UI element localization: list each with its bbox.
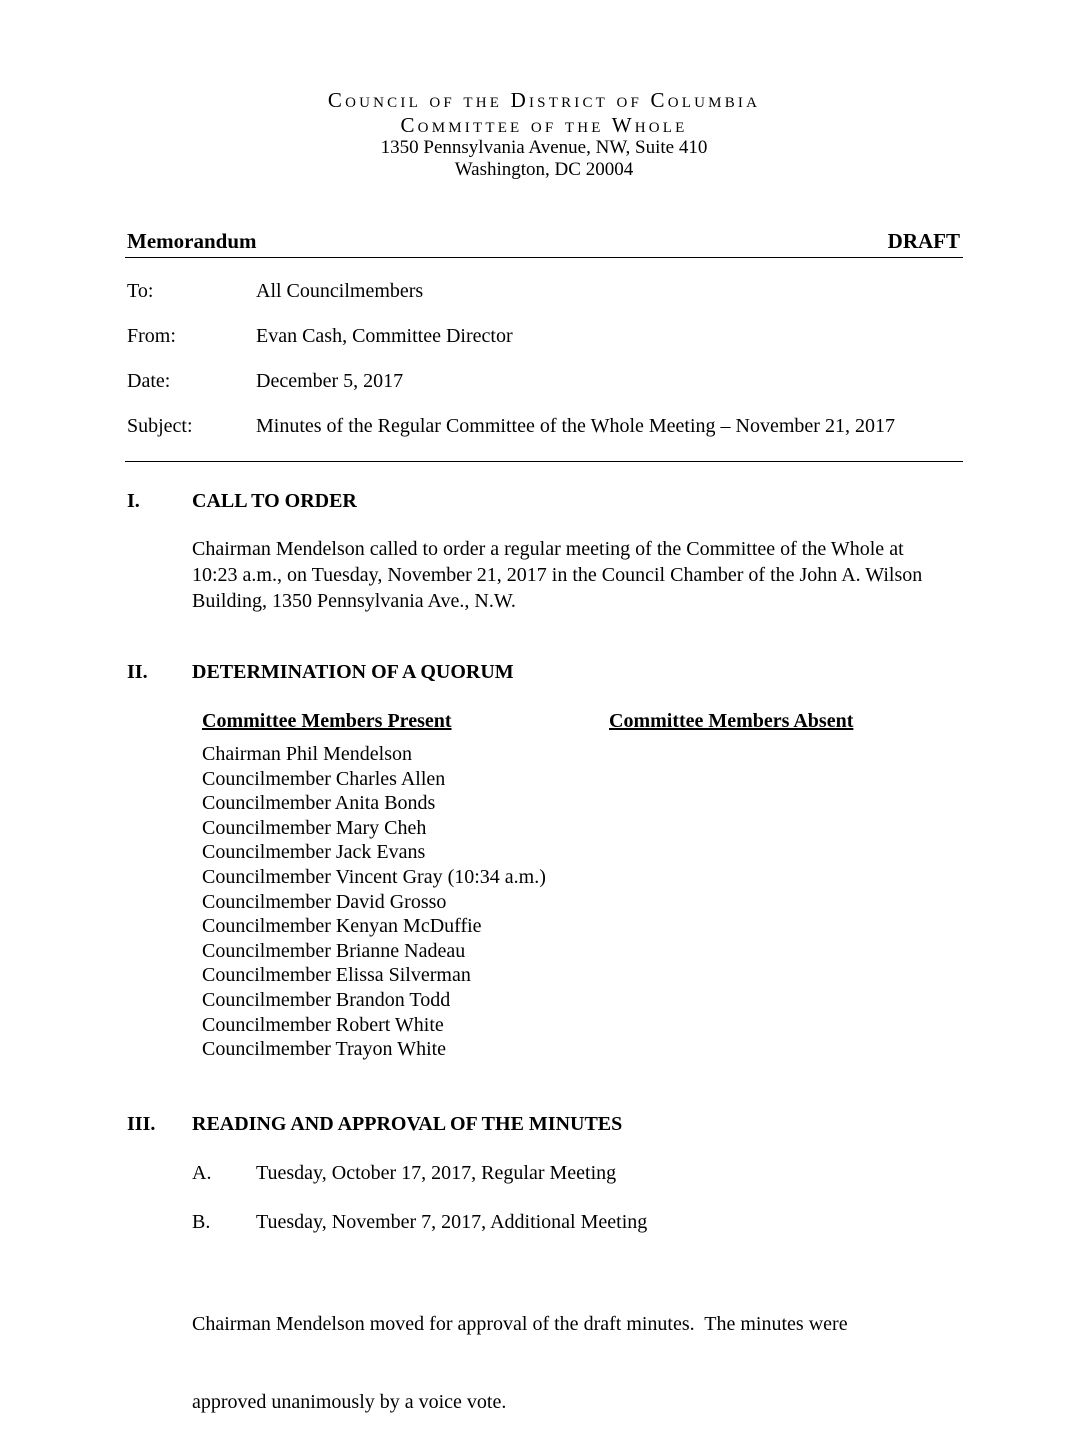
council-name: Council of the District of Columbia	[327, 88, 761, 112]
field-label: Date:	[127, 370, 171, 392]
field-value: December 5, 2017	[256, 370, 404, 392]
address-line-1: 1350 Pennsylvania Avenue, NW, Suite 410	[380, 137, 708, 158]
members-present-list	[202, 742, 546, 1062]
memo-title: Memorandum	[127, 229, 257, 253]
list-item: Councilmember Mary Cheh	[202, 816, 427, 839]
list-item: Chairman Phil Mendelson	[202, 743, 412, 765]
item-text: Tuesday, October 17, 2017, Regular Meeting	[256, 1162, 617, 1184]
list-item: Councilmember Trayon White	[202, 1038, 447, 1061]
list-item: Councilmember Robert White	[202, 1013, 444, 1036]
item-letter: A.	[192, 1162, 212, 1184]
paragraph-line: Building, 1350 Pennsylvania Ave., N.W.	[192, 590, 516, 612]
header-rule	[125, 257, 963, 258]
section-title-call-to-order: CALL TO ORDER	[192, 490, 357, 512]
subject-rule	[125, 461, 963, 462]
list-item: Councilmember Brianne Nadeau	[202, 939, 466, 962]
section-title-quorum: DETERMINATION OF A QUORUM	[192, 661, 514, 683]
address-line-2: Washington, DC 20004	[454, 159, 634, 180]
call-to-order-paragraph	[192, 536, 922, 614]
list-item: Councilmember Anita Bonds	[202, 792, 436, 815]
field-value: Minutes of the Regular Committee of the Whole Meeting – November 21, 2017	[256, 415, 895, 437]
section-title-minutes: READING AND APPROVAL OF THE MINUTES	[192, 1113, 623, 1135]
members-absent-heading: Committee Members Absent	[609, 710, 854, 732]
minutes-approval-paragraph	[192, 1259, 848, 1441]
list-item: Councilmember Brandon Todd	[202, 988, 451, 1011]
list-item: Councilmember Kenyan McDuffie	[202, 915, 482, 938]
section-number: II.	[127, 661, 148, 683]
field-label: Subject:	[127, 415, 193, 437]
section-number: I.	[127, 490, 140, 512]
field-value: All Councilmembers	[256, 280, 424, 302]
list-item: Councilmember Jack Evans	[202, 841, 426, 864]
list-item: Councilmember Vincent Gray (10:34 a.m.)	[202, 865, 546, 888]
draft-badge: DRAFT	[887, 229, 960, 253]
field-value: Evan Cash, Committee Director	[256, 325, 513, 347]
paragraph-line: Chairman Mendelson moved for approval of the draft minutes. The minutes were	[192, 1313, 848, 1335]
members-present-heading: Committee Members Present	[202, 710, 452, 732]
list-item: Councilmember David Grosso	[202, 890, 447, 913]
field-label: From:	[127, 325, 176, 347]
paragraph-line: 10:23 a.m., on Tuesday, November 21, 2017 in the Council Chamber of the John A. Wilson	[192, 564, 923, 586]
paragraph-line: approved unanimously by a voice vote.	[192, 1391, 507, 1413]
committee-name: Committee of the Whole	[400, 113, 688, 137]
item-letter: B.	[192, 1211, 211, 1233]
field-label: To:	[127, 280, 154, 302]
list-item: Councilmember Charles Allen	[202, 767, 446, 790]
section-number: III.	[127, 1113, 156, 1135]
list-item: Councilmember Elissa Silverman	[202, 964, 471, 987]
item-text: Tuesday, November 7, 2017, Additional Meeting	[256, 1211, 648, 1233]
paragraph-line: Chairman Mendelson called to order a regular meeting of the Committee of the Whole at	[192, 538, 904, 560]
